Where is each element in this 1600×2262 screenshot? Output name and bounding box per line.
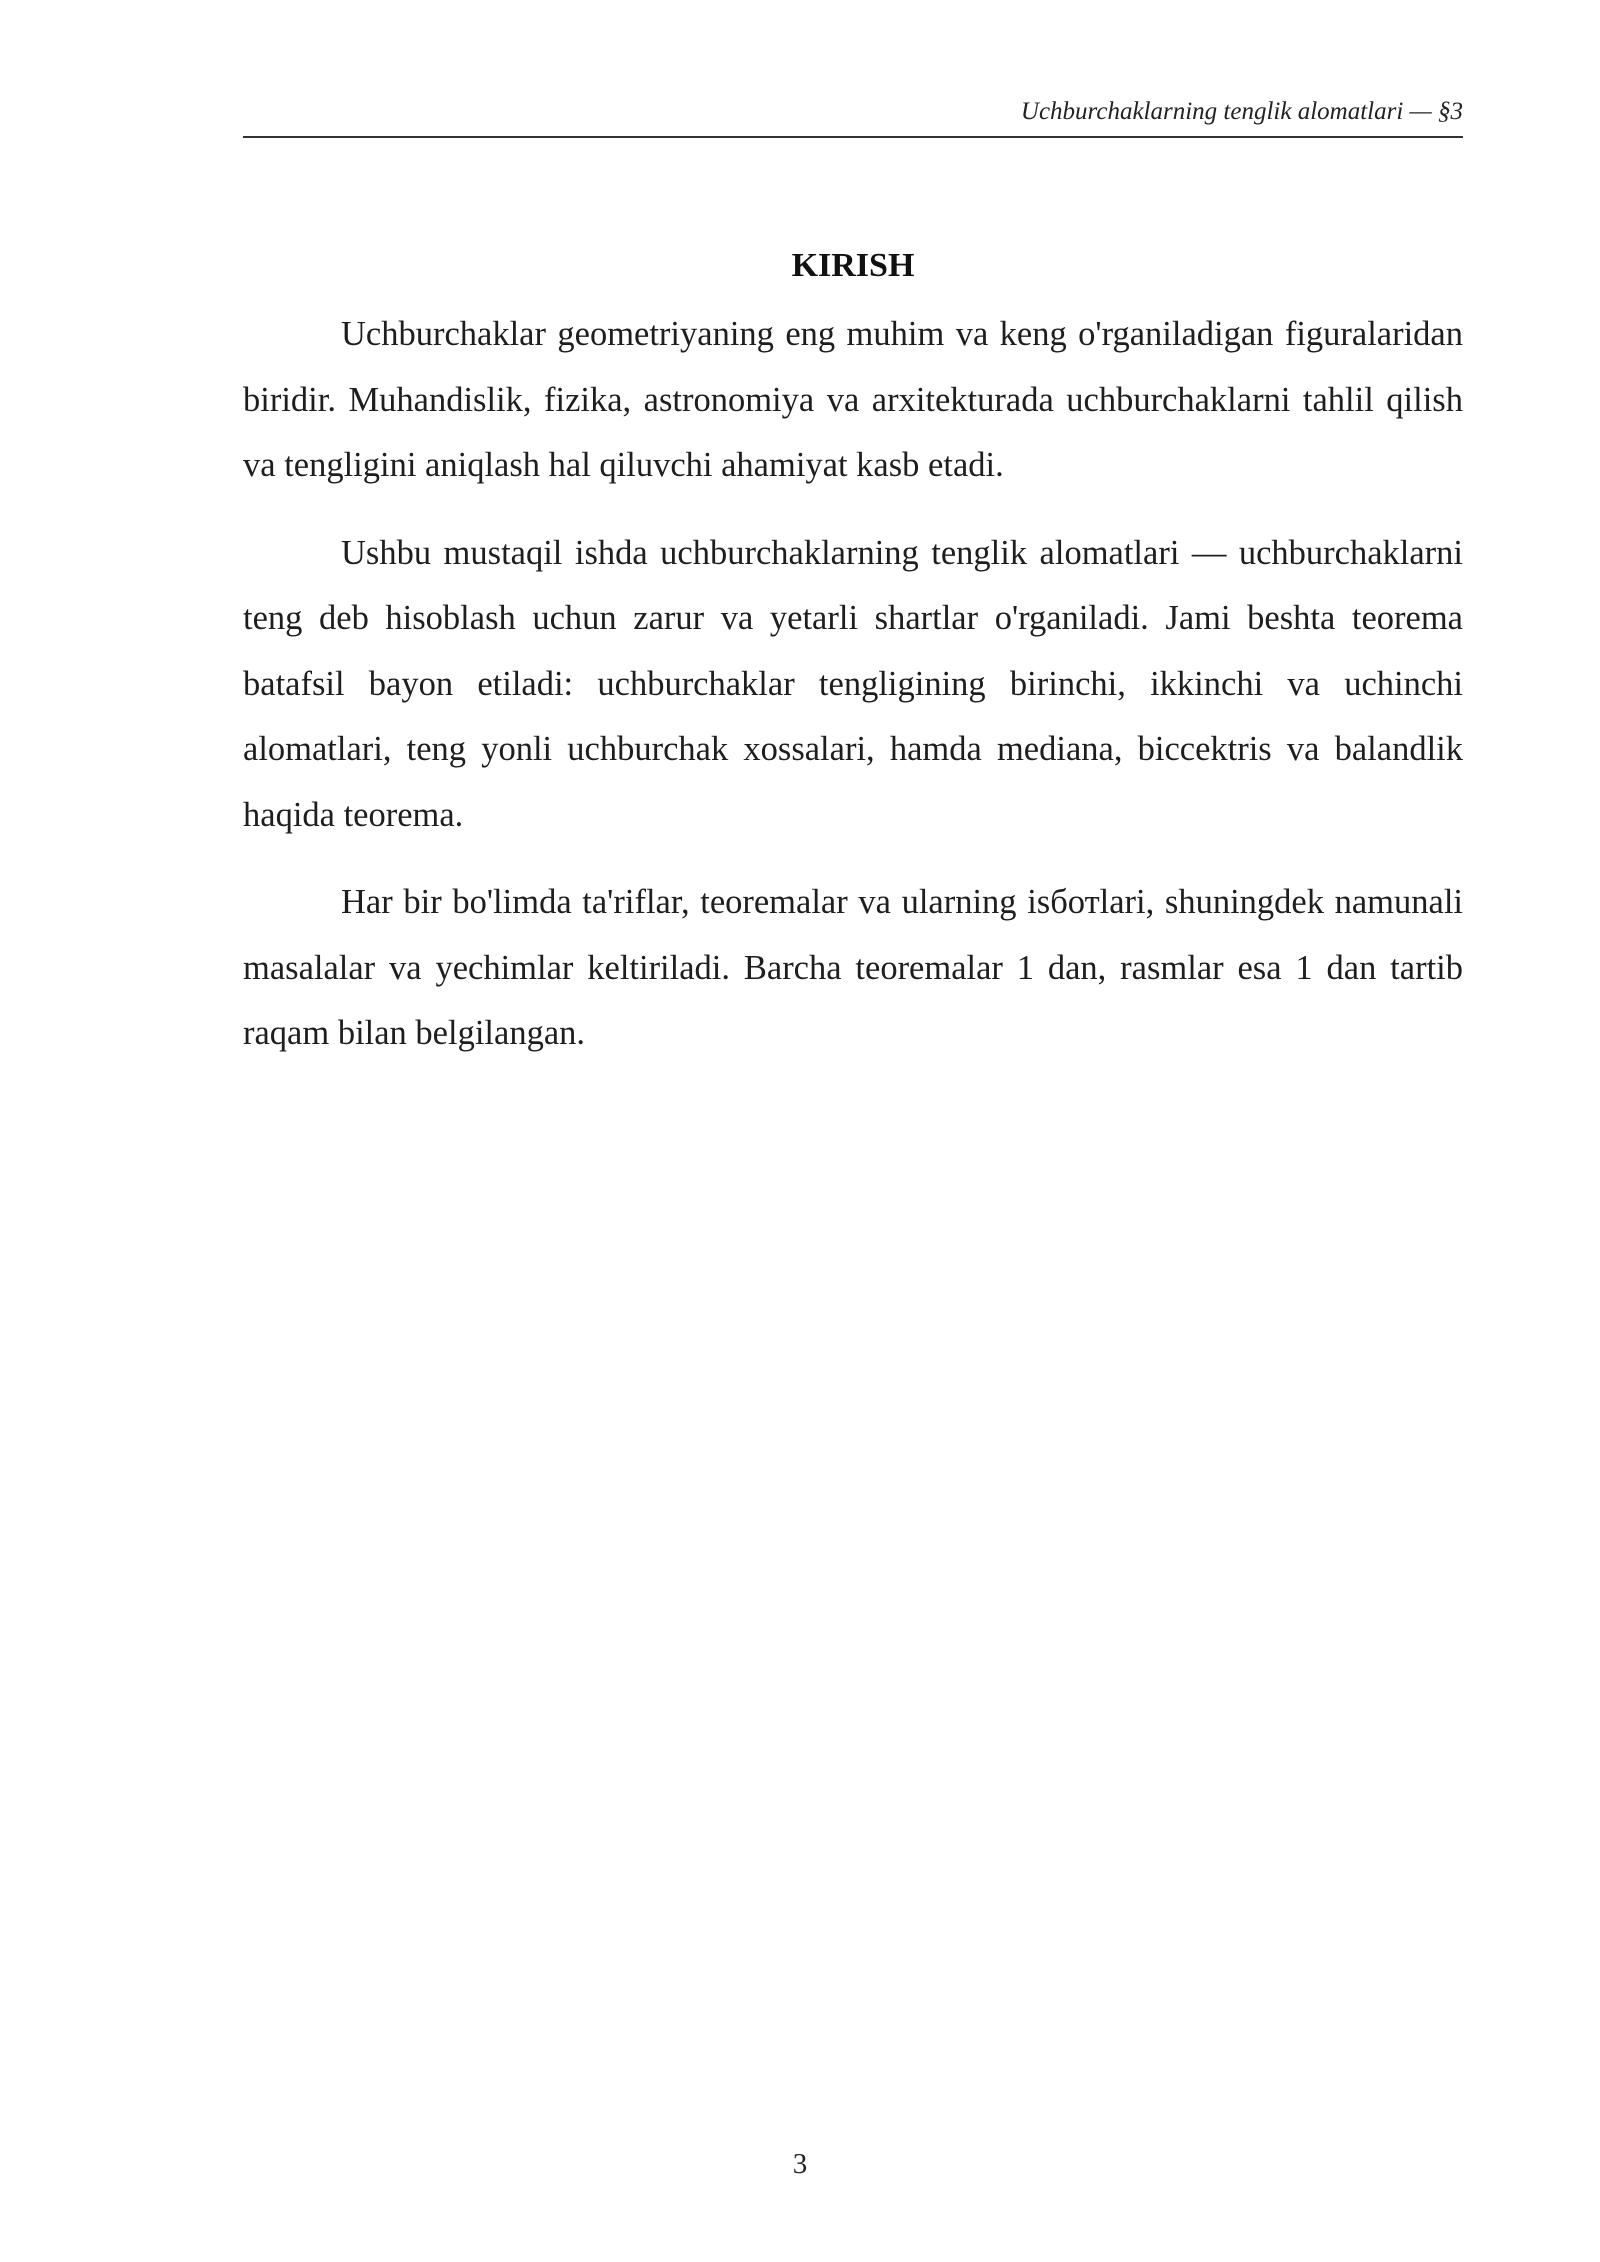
page-content	[243, 238, 1463, 1089]
page-number: 3	[792, 2148, 808, 2180]
section-title: KIRISH	[791, 247, 915, 284]
paragraph-intro: Uchburchaklar geometriyaning eng muhim va keng o'rganiladigan figuralaridan biridir. Muhandislik, fizika, astronomiya va arxitekturada uchburchaklarni tahlil qilish va tengligini aniqlash hal qiluvchi ahamiyat kasb etadi.	[243, 315, 1463, 484]
running-header-title: Uchburchaklarning tenglik alomatlari — §3	[1020, 98, 1463, 125]
running-header	[243, 96, 1463, 138]
paragraph-scope: Ushbu mustaqil ishda uchburchaklarning tenglik alomatlari — uchburchaklarni teng deb hisoblash uchun zarur va yetarli shartlar o'rganiladi. Jami beshta teorema batafsil bayon etiladi: uchburchaklar tengligining birinchi, ikkinchi va uchinchi alomatlari, teng yonli uchburchak xossalari, hamda mediana, biccektris va balandlik haqida teorema.	[243, 533, 1463, 834]
paragraph-structure: Har bir bo'limda ta'riflar, teoremalar va ularning isботlari, shuningdek namunali masalalar va yechimlar keltiriladi. Barcha teoremalar 1 dan, rasmlar esa 1 dan tartib raqam bilan belgilangan.	[243, 883, 1463, 1052]
